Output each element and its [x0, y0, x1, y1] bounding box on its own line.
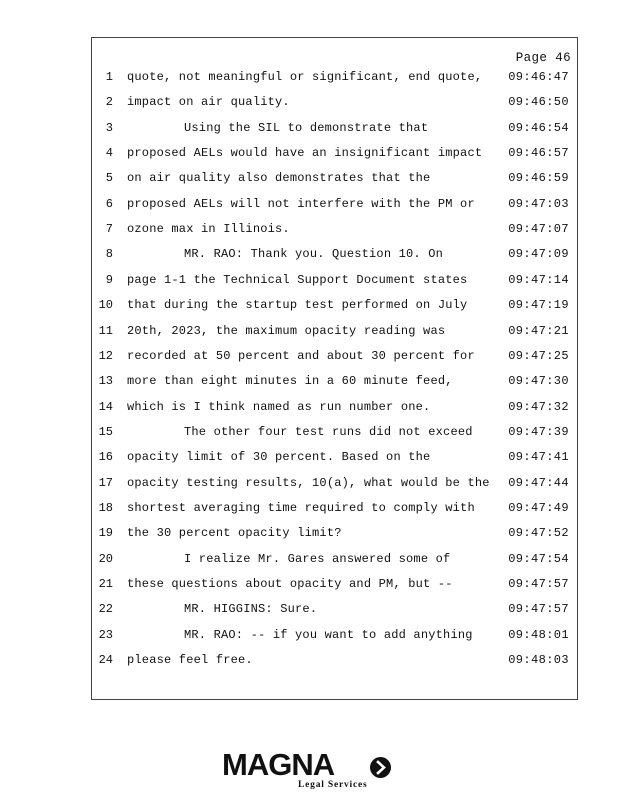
line-timestamp: 09:47:30 — [508, 374, 569, 389]
line-number: 12 — [98, 348, 113, 363]
transcript-line — [92, 602, 577, 622]
line-text: quote, not meaningful or significant, end quote, — [127, 70, 483, 84]
line-number: 1 — [105, 70, 113, 84]
line-text: the 30 percent opacity limit? — [127, 526, 342, 541]
line-timestamp: 09:46:50 — [508, 95, 569, 110]
line-number: 16 — [98, 450, 113, 465]
line-number: 7 — [105, 222, 113, 237]
line-text: that during the startup test performed on July — [127, 298, 468, 313]
line-number: 22 — [98, 602, 113, 617]
line-timestamp: 09:47:03 — [508, 196, 569, 211]
line-timestamp: 09:47:57 — [508, 602, 569, 617]
line-number: 11 — [98, 323, 113, 338]
line-text: opacity limit of 30 percent. Based on the — [127, 450, 431, 465]
transcript-line — [92, 222, 577, 242]
line-timestamp: 09:47:25 — [508, 348, 569, 363]
line-number: 20 — [98, 551, 113, 566]
line-number: 18 — [98, 500, 113, 515]
line-text: MR. RAO: Thank you. Question 10. On — [184, 247, 444, 262]
line-text: Using the SIL to demonstrate that — [184, 120, 429, 135]
line-timestamp: 09:47:32 — [508, 399, 569, 414]
line-text: please feel free. — [127, 653, 253, 668]
line-text: ozone max in Illinois. — [127, 222, 290, 237]
line-number: 19 — [98, 526, 113, 541]
transcript-line — [92, 425, 577, 445]
line-timestamp: 09:47:39 — [508, 424, 569, 439]
line-timestamp: 09:47:14 — [508, 272, 569, 287]
transcript-line — [92, 374, 577, 394]
line-timestamp: 09:47:54 — [508, 551, 569, 566]
line-timestamp: 09:48:03 — [508, 653, 569, 668]
line-timestamp: 09:47:19 — [508, 298, 569, 313]
line-text: The other four test runs did not exceed — [184, 424, 473, 439]
line-text: 20th, 2023, the maximum opacity reading was — [127, 323, 446, 338]
line-number: 8 — [105, 247, 113, 262]
line-text: proposed AELs would have an insignificant impact — [127, 146, 483, 161]
line-text: MR. RAO: -- if you want to add anything — [184, 627, 473, 642]
line-timestamp: 09:47:57 — [508, 577, 569, 591]
line-timestamp: 09:47:07 — [508, 222, 569, 237]
transcript-line — [92, 324, 577, 344]
line-number: 9 — [105, 272, 113, 287]
transcript-line — [92, 450, 577, 470]
line-text: which is I think named as run number one. — [127, 399, 431, 414]
line-timestamp: 09:47:21 — [508, 323, 569, 338]
transcript-line — [92, 146, 577, 166]
transcript-line — [92, 526, 577, 546]
line-timestamp: 09:47:09 — [508, 247, 569, 262]
line-number: 17 — [98, 475, 113, 490]
chevron-right-icon — [370, 757, 391, 778]
line-text: recorded at 50 percent and about 30 percent for — [127, 348, 475, 363]
transcript-line — [92, 121, 577, 141]
line-text: MR. HIGGINS: Sure. — [184, 602, 318, 617]
line-timestamp: 09:48:01 — [508, 627, 569, 642]
line-number: 2 — [105, 95, 113, 110]
line-number: 10 — [98, 298, 113, 313]
transcript-line — [92, 349, 577, 369]
transcript-line — [92, 400, 577, 420]
line-text: impact on air quality. — [127, 95, 290, 110]
line-timestamp: 09:46:47 — [508, 70, 569, 84]
line-number: 3 — [105, 120, 113, 135]
transcript-line — [92, 653, 577, 673]
line-timestamp: 09:47:41 — [508, 450, 569, 465]
magna-logo — [222, 748, 402, 792]
line-number: 24 — [98, 653, 113, 668]
transcript-line — [92, 247, 577, 267]
line-number: 5 — [105, 171, 113, 186]
line-text: I realize Mr. Gares answered some of — [184, 551, 451, 566]
line-text: more than eight minutes in a 60 minute feed, — [127, 374, 453, 389]
line-text: page 1-1 the Technical Support Document states — [127, 272, 468, 287]
line-number: 14 — [98, 399, 113, 414]
line-number: 6 — [105, 196, 113, 211]
page-number: Page 46 — [515, 51, 571, 65]
line-text: shortest averaging time required to comply with — [127, 500, 475, 515]
transcript-line — [92, 171, 577, 191]
transcript-line — [92, 628, 577, 648]
transcript-line — [92, 70, 577, 90]
transcript-page — [91, 37, 578, 700]
line-number: 13 — [98, 374, 113, 389]
line-text: opacity testing results, 10(a), what would be the — [127, 475, 490, 490]
line-text: proposed AELs will not interfere with the PM or — [127, 196, 475, 211]
transcript-line — [92, 577, 577, 597]
line-timestamp: 09:47:44 — [508, 475, 569, 490]
line-timestamp: 09:46:59 — [508, 171, 569, 186]
transcript-line — [92, 552, 577, 572]
line-text: on air quality also demonstrates that the — [127, 171, 431, 186]
transcript-line — [92, 95, 577, 115]
line-number: 21 — [98, 577, 113, 591]
line-timestamp: 09:47:52 — [508, 526, 569, 541]
logo-wordmark: MAGNA — [222, 747, 335, 782]
line-text: these questions about opacity and PM, but -- — [127, 577, 453, 591]
transcript-line — [92, 273, 577, 293]
line-number: 4 — [105, 146, 113, 161]
logo-subtitle: Legal Services — [298, 780, 368, 790]
line-timestamp: 09:46:54 — [508, 120, 569, 135]
line-number: 23 — [98, 627, 113, 642]
arrow-circle-icon — [370, 757, 391, 778]
transcript-line — [92, 298, 577, 318]
transcript-line — [92, 476, 577, 496]
line-timestamp: 09:47:49 — [508, 500, 569, 515]
line-number: 15 — [98, 424, 113, 439]
line-timestamp: 09:46:57 — [508, 146, 569, 161]
transcript-line — [92, 501, 577, 521]
transcript-line — [92, 197, 577, 217]
